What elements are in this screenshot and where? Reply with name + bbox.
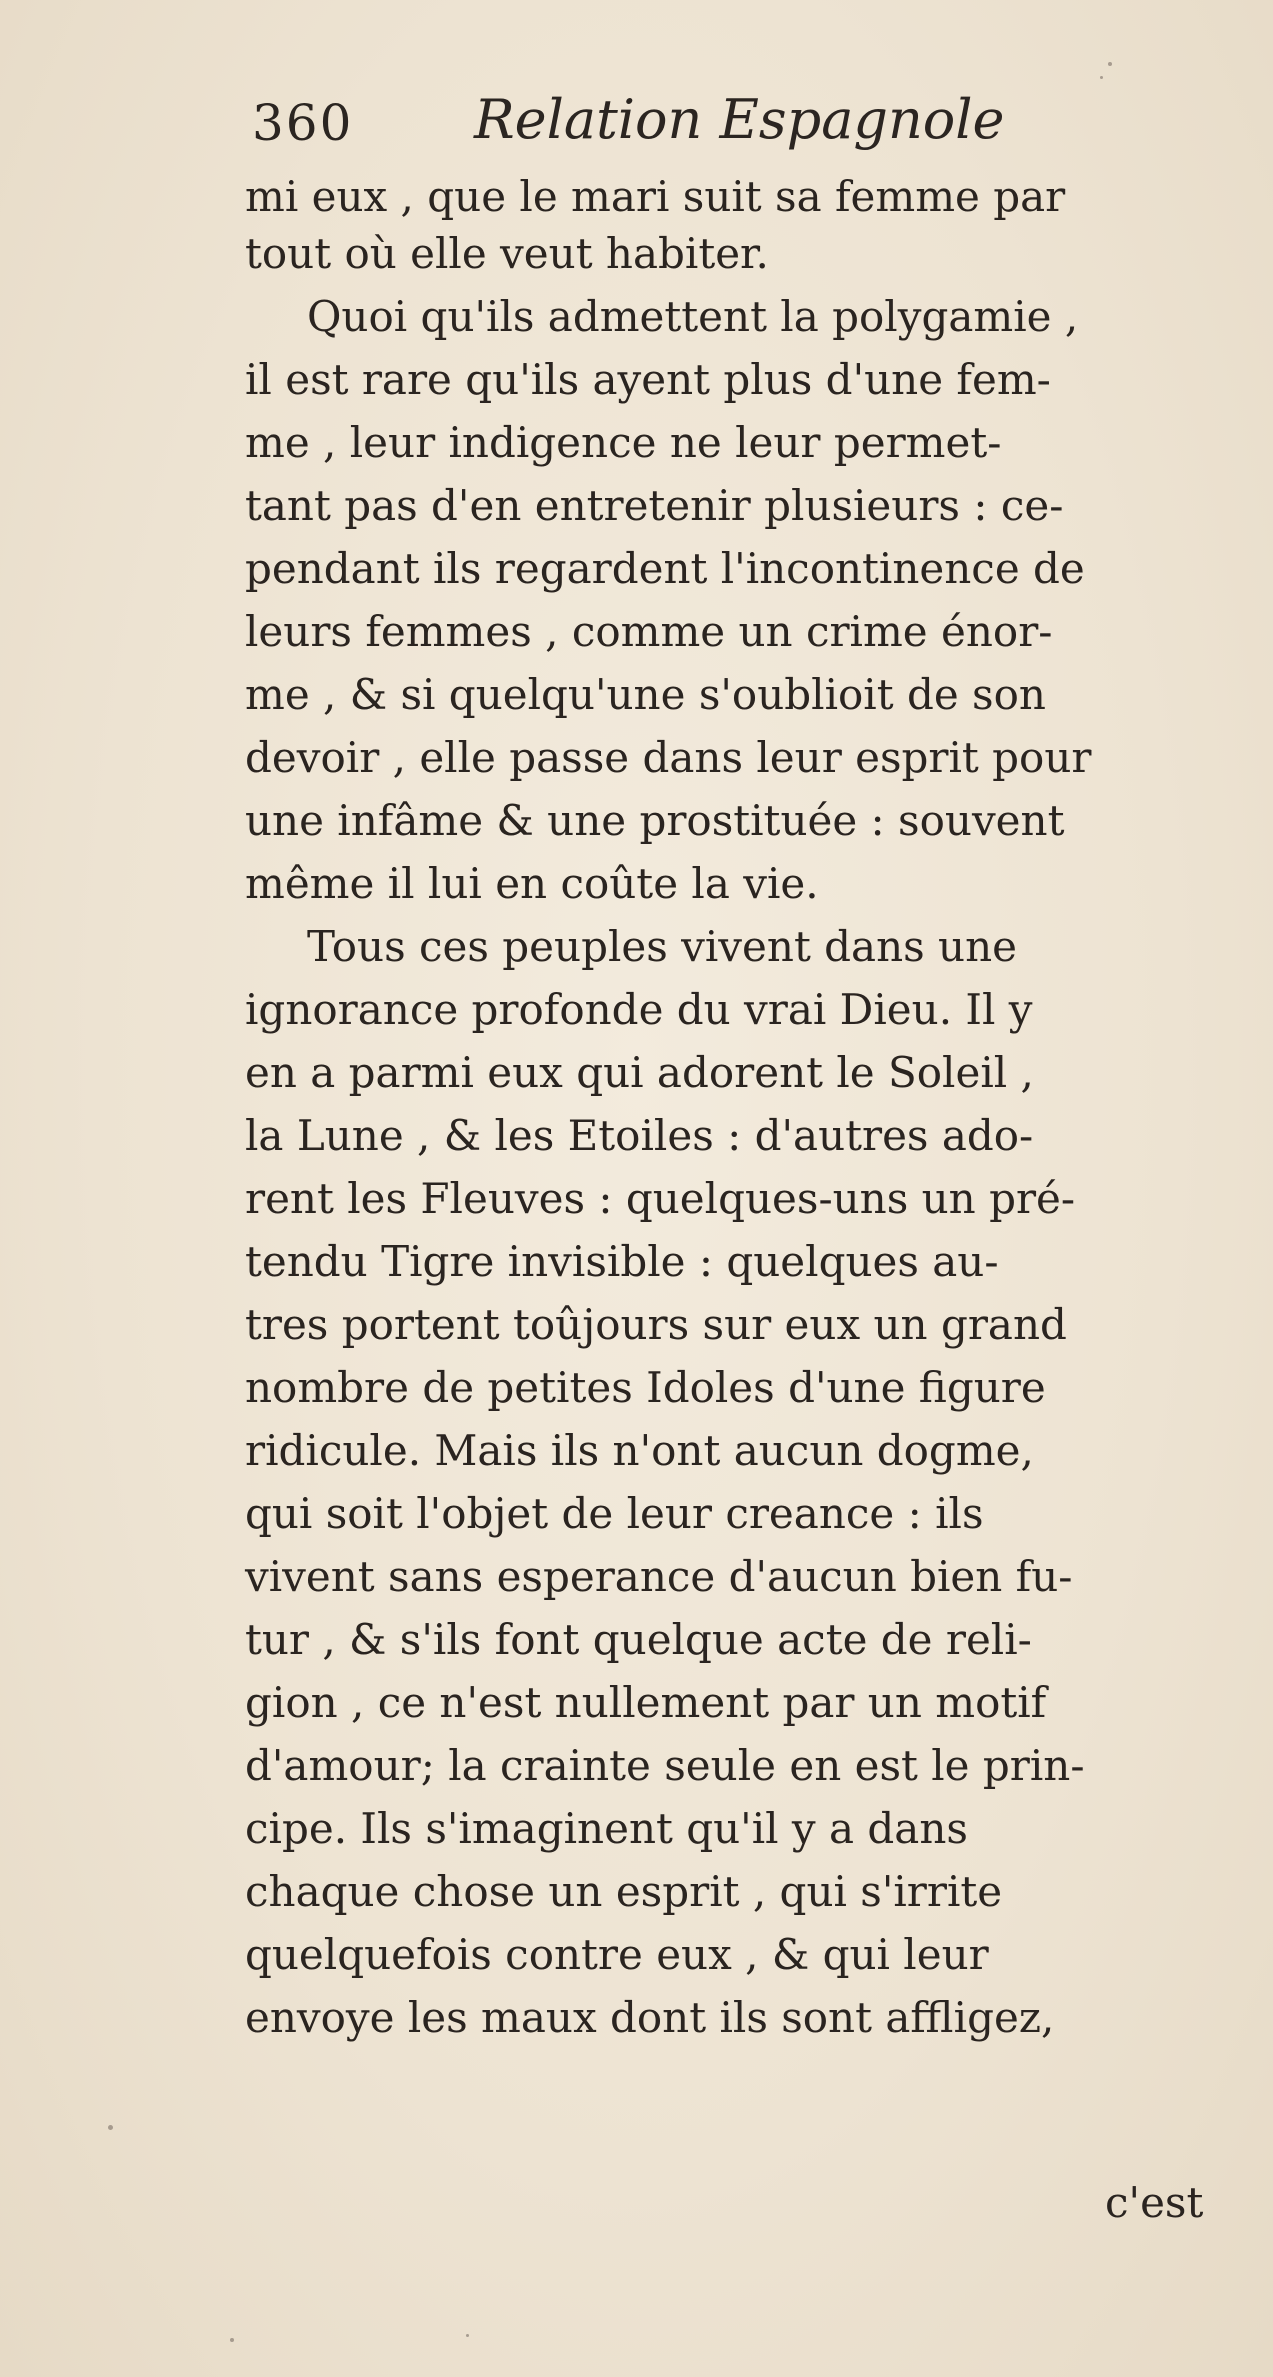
paper-speck xyxy=(108,2125,113,2130)
text-line: rent les Fleuves : quelques-uns un pré- xyxy=(245,1174,1076,1223)
text-line: une infâme & une prostituée : souvent xyxy=(245,796,1065,845)
text-line: en a parmi eux qui adorent le Soleil , xyxy=(245,1048,1034,1097)
paper-speck xyxy=(466,2334,469,2337)
text-line: la Lune , & les Etoiles : d'autres ado- xyxy=(245,1111,1034,1160)
text-line: cipe. Ils s'imaginent qu'il y a dans xyxy=(245,1804,968,1853)
text-line: vivent sans esperance d'aucun bien fu- xyxy=(245,1552,1073,1601)
text-line: ignorance profonde du vrai Dieu. Il y xyxy=(245,985,1033,1034)
text-line: ridicule. Mais ils n'ont aucun dogme, xyxy=(245,1426,1034,1475)
running-head: Relation Espagnole xyxy=(474,88,1005,151)
text-line: mi eux , que le mari suit sa femme par xyxy=(245,172,1066,221)
paper-speck xyxy=(1108,62,1112,66)
paper-speck xyxy=(230,2338,234,2342)
text-line: leurs femmes , comme un crime énor- xyxy=(245,607,1053,656)
text-line: quelquefois contre eux , & qui leur xyxy=(245,1930,989,1979)
paper-speck xyxy=(1100,76,1103,79)
page-header xyxy=(252,88,1152,168)
text-line: tres portent toûjours sur eux un grand xyxy=(245,1300,1067,1349)
text-line: me , & si quelqu'une s'oublioit de son xyxy=(245,670,1046,719)
text-line: qui soit l'objet de leur creance : ils xyxy=(245,1489,984,1538)
text-line: même il lui en coûte la vie. xyxy=(245,859,819,908)
text-line: pendant ils regardent l'incontinence de xyxy=(245,544,1085,593)
text-line: chaque chose un esprit , qui s'irrite xyxy=(245,1867,1003,1916)
catchword: c'est xyxy=(1105,2178,1204,2227)
text-line: d'amour; la crainte seule en est le prin- xyxy=(245,1741,1085,1790)
text-line: tout où elle veut habiter. xyxy=(245,229,769,278)
text-line: gion , ce n'est nullement par un motif xyxy=(245,1678,1047,1727)
text-line: nombre de petites Idoles d'une figure xyxy=(245,1363,1046,1412)
text-line: Tous ces peuples vivent dans une xyxy=(307,922,1018,971)
page-number: 360 xyxy=(252,94,354,152)
text-line: tant pas d'en entretenir plusieurs : ce- xyxy=(245,481,1064,530)
text-line: me , leur indigence ne leur permet- xyxy=(245,418,1002,467)
text-line: devoir , elle passe dans leur esprit pour xyxy=(245,733,1092,782)
text-line: envoye les maux dont ils sont affligez, xyxy=(245,1993,1055,2042)
text-line: tendu Tigre invisible : quelques au- xyxy=(245,1237,999,1286)
text-line: Quoi qu'ils admettent la polygamie , xyxy=(307,292,1079,341)
text-line: il est rare qu'ils ayent plus d'une fem- xyxy=(245,355,1051,404)
text-line: tur , & s'ils font quelque acte de reli- xyxy=(245,1615,1032,1664)
